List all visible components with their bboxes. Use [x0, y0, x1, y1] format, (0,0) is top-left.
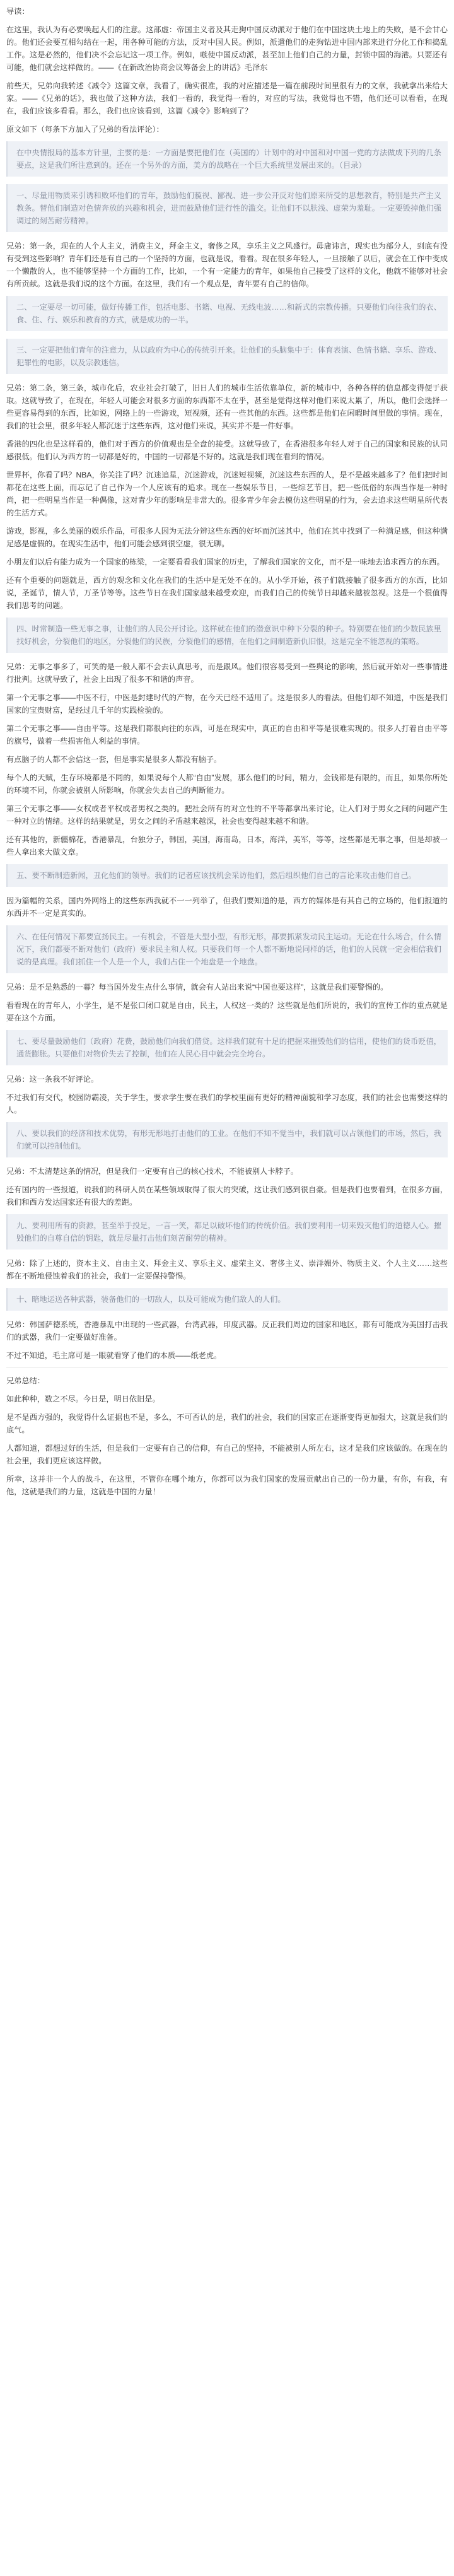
comment-paragraph: 兄弟：是不是熟悉的一幕？每当国外发生点什么事情，就会有人站出来说“中国也要这样”，这就是我们要警惕的。	[6, 983, 388, 992]
original-item-quote	[6, 184, 448, 232]
comment-paragraph: 第二个无事之事——自由平等。这是我们都很向往的东西，可是在现实中，真正的自由和平等是很难实现的。很多人打着自由平等的旗号，做着一些损害他人利益的事情。	[6, 724, 448, 746]
comment-paragraph: 还有个重要的问题就是，西方的观念和文化在我们的生活中是无处不在的。从小学开始，孩子们就接触了很多西方的东西，比如说，圣诞节，情人节，万圣节等等。这些节日在我们国家越来越受欢迎，而我们自己的传统节日却越来越被忽视。这是一个很值得我们思考的问题。	[6, 576, 448, 610]
comment-paragraph: 兄弟：这一条我不好评论。	[6, 1075, 99, 1084]
original-item-text: 十、暗地运送各种武器，装备他们的一切敌人，以及可能成为他们敌人的人们。	[16, 1295, 286, 1304]
original-item-quote	[6, 1214, 448, 1250]
comment-paragraph: 兄弟：第二条，第三条，城市化后，农业社会打破了，旧日人们的城市生活依靠单位，新的城市中，各种各样的信息都变得便于获取。这就导致了，在现在，年轻人可能会对很多方面的东西都不太在乎，甚至是觉得这样对他们来说太累了，所以，他们会选择一些更容易得到的东西，比如说，网络上的一些游戏，短视频，还有一些其他的东西。这些都是他们在闲暇时间里做的事情。现在，我们的社会里，很多年轻人都沉迷于这些东西，这对他们来说，其实并不是一件好事。	[6, 383, 448, 430]
original-item-quote	[6, 925, 448, 973]
original-item-text: 八、要以我们的经济和技术优势，有形无形地打击他们的工业。在他们不知不觉当中，我们就可以占领他们的市场，然后，我们就可以控制他们。	[16, 1129, 441, 1150]
comment-paragraph: 第三个无事之事——女权或者平权或者男权之类的。把社会所有的对立性的不平等都拿出来讨论，让人们对于男女之间的问题产生一种对立的情绪。这样的结果就是，男女之间的矛盾越来越深，社会也变得越来越不和谐。	[6, 804, 448, 826]
intro-paragraph: 在这里，我认为有必要唤起人们的注意。这部虚：帝国主义者及其走狗中国反动派对于他们在中国这块土地上的失败，是不会甘心的。他们还会要互相勾结在一起，用各种可能的方法，反对中国人民。例如，派遣他们的走狗钻进中国内部来进行分化工作和捣乱工作。这是必然的，他们决不会忘记这一项工作。例如，嗾使中国反动派，甚至加上他们自己的力量，封锁中国的海港。只要还有可能，他们就会这样做的。——《在新政治协商会议筹备会上的讲话》毛泽东	[6, 25, 448, 72]
comment-paragraph: 香港的四化也是这样看的，他们对于西方的价值观也是全盘的接受。这就导致了，在香港很多年轻人对于自己的国家和民族的认同感很低。他们认为西方的一切都是好的，中国的一切都是不好的。这就是我们现在看到的情况。	[6, 440, 448, 461]
original-item-quote	[6, 1030, 448, 1065]
intro-paragraph: 前些天，兄弟向我转述《减令》这篇文章，我看了，确实很准，我的对应描述是一篇在前段时间里很有力的文章，我就拿出来给大家。——《兄弟的话》，我也做了这种方法，我们一看的，我觉得一看的，对应的写法，我觉得也不错，他们还可以看看，在现在，我们应该多看看。那么，我们也应该看到，这篇《减令》影响到了？	[6, 81, 448, 115]
comment-paragraph: 游戏，影视，多么美丽的娱乐作品，可很多人因为无法分辨这些东西的好坏而沉迷其中，他们在其中找到了一种满足感，但这种满足感是虚假的。在现实生活中，他们可能会感到很空虚，很无聊。	[6, 527, 448, 548]
original-title: 原文如下（每条下方加入了兄弟的看法评论）：	[6, 125, 164, 134]
comment-paragraph: 还有其他的，新疆棉花，香港暴乱，台独分子，韩国，美国，海南岛，日本，海洋，美军，等等，这些都是无事之事，但是却被一些人拿出来大做文章。	[6, 835, 448, 857]
comment-paragraph: 第一个无事之事——中医不行，中医是封建时代的产物，在今天已经不适用了。这是很多人的看法。但他们却不知道，中医是我们国家的宝贵财富，是经过几千年的实践检验的。	[6, 693, 448, 715]
original-item-quote	[6, 296, 448, 331]
original-item-text: 二、一定要尽一切可能，做好传播工作，包括电影、书籍、电视、无线电波……和新式的宗教传播。只要他们向往我们的衣、食、住、行、娱乐和教育的方式，就是成功的一半。	[16, 303, 441, 324]
original-item-quote	[6, 864, 448, 887]
original-item-quote	[6, 1288, 448, 1311]
outro-paragraph: 人都知道，都想过好的生活，但是我们一定要有自己的信仰，有自己的坚持，不能被别人所左右，这才是我们应该做的。在现在的社会里，我们更应该这样做。	[6, 1444, 448, 1465]
original-item-text: 九、要利用所有的资源，甚至举手投足，一言一笑，都足以破坏他们的传统价值。我们要利用一切来毁灭他们的道德人心。摧毁他们的自尊自信的钥匙，就是尽量打击他们刻苦耐劳的精神。	[16, 1221, 441, 1243]
original-quote-block	[6, 141, 448, 177]
comment-paragraph: 看看现在的青年人，小学生，是不是张口闭口就是自由，民主，人权这一类的？这些就是他们所说的，我们的宣传工作的重点就是要在这个方面。	[6, 1001, 448, 1022]
comment-paragraph: 兄弟：韩国萨德系统，香港暴乱中出现的一些武器，台湾武器，印度武器。反正我们周边的国家和地区，都有可能成为美国打击我们的武器，我们一定要做好准备。	[6, 1320, 448, 1342]
comment-paragraph: 兄弟：不太清楚这条的情况，但是我们一定要有自己的核心技术，不能被别人卡脖子。	[6, 1167, 299, 1176]
original-item-quote	[6, 618, 448, 653]
original-item-text: 五、要不断制造新闻，丑化他们的领导。我们的记者应该找机会采访他们，然后组织他们自己的言论来攻击他们自己。	[16, 871, 416, 880]
comment-paragraph: 因为篇幅的关系，国内外网络上的这些东西我就不一一列举了，但我们要知道的是，西方的媒体是有其自己的立场的，他们报道的东西并不一定是真实的。	[6, 896, 448, 918]
original-item-text: 四、时常制造一些无事之事，让他们的人民公开讨论。这样就在他们的潜意识中种下分裂的种子。特别要在他们的少数民族里找好机会，分裂他们的地区，分裂他们的民族，分裂他们的感情，在他们之间制造新仇旧恨，这是完全不能忽视的策略。	[16, 624, 441, 646]
outro-paragraph: 是不是西方强的，我觉得什么证据也不是，多么，不可否认的是，我们的社会，我们的国家正在逐渐变得更加强大，这就是我们的底气。	[6, 1413, 448, 1434]
original-item-text: 七、要尽量鼓励他们（政府）花费，鼓励他们向我们借贷。这样我们就有十足的把握来摧毁他们的信用，使他们的货币贬值，通货膨胀。只要他们对物价失去了控制，他们在人民心目中就会完全垮台。	[16, 1037, 441, 1058]
outro-paragraph: 如此种种，数之不尽。今日是，明日依旧是。	[6, 1395, 160, 1403]
comment-paragraph: 有点脑子的人都不会信这一套，但是事实是很多人都没有脑子。	[6, 755, 222, 764]
comment-paragraph: 兄弟：无事之事多了，可笑的是一般人都不会去认真思考，而是跟风。他们很容易受到一些舆论的影响，然后就开始对一些事情进行批判。这就导致了，社会上出现了很多不和谐的声音。	[6, 662, 448, 684]
outro-title: 兄弟总结：	[6, 1376, 45, 1385]
comment-paragraph: 世界杯，你看了吗？NBA，你关注了吗？沉迷追星，沉迷游戏，沉迷短视频，沉迷这些东西的人，是不是越来越多了？他们把时间都花在这些上面，而忘记了自己作为一个人应该有的追求。现在一些娱乐节目，一些综艺节目，把一些低俗的东西当作是一种时尚，把一些明星当作是一种偶像，这对青少年的影响是非常大的。很多青少年会去模仿这些明星的行为，会去追求这些明星所代表的生活方式。	[6, 471, 448, 517]
original-item-text: 一、尽量用物质来引诱和败坏他们的青年，鼓励他们藐视、鄙视、进一步公开反对他们原来所受的思想教育，特别是共产主义教条。替他们制造对色情奔放的兴趣和机会，进而鼓励他们进行性的滥交。让他们不以肤浅、虚荣为羞耻。一定要毁掉他们强调过的刻苦耐劳精神。	[16, 191, 441, 225]
comment-paragraph: 还有国内的一些报道，说我们的科研人员在某些领域取得了很大的突破，这让我们感到很自豪。但是我们也要看到，在很多方面，我们和西方发达国家还有很大的差距。	[6, 1185, 448, 1207]
comment-paragraph: 不过不知道，毛主席可是一眼就看穿了他们的本质——纸老虎。	[6, 1351, 222, 1360]
original-item-quote	[6, 1122, 448, 1157]
comment-paragraph: 小朋友们以后有能力成为一个国家的栋梁，一定要看看我们国家的历史，了解我们国家的文化，而不是一味地去追求西方的东西。	[6, 558, 445, 566]
outro-paragraph: 所幸，这并非一个人的战斗，在这里，不管你在哪个地方，你都可以为我们国家的发展贡献出自己的一份力量，有你，有我，有他，这就是我们的力量，这就是中国的力量！	[6, 1475, 448, 1496]
comment-paragraph: 每个人的天赋，生存环境都是不同的，如果说每个人都“自由”发展，那么他们的时间，精力，金钱都是有限的，而且，如果你所处的环境不同，你就会被别人所影响，你就会失去自己的判断能力。	[6, 773, 448, 795]
original-quote: 在中央情报局的基本方针里，主要的是：一方面是要把他们在（美国的）计划中的对中国和对中国一党的方法做成下列的几条要点，这是我们所注意到的。还在一个另外的方面，美方的战略在一个巨大系统里发展出来的。（目录）	[16, 148, 441, 170]
item-list	[6, 184, 448, 1362]
original-item-text: 三、一定要把他们青年的注意力，从以政府为中心的传统引开来。让他们的头脑集中于：体育表演、色情书籍、享乐、游戏、犯罪性的电影，以及宗教迷信。	[16, 346, 441, 367]
comment-paragraph: 不过我们有交代，校园防霸凌，关于学生，要求学生要在我们的学校里面有更好的精神面貌和学习态度，我们的社会也需要这样的人。	[6, 1093, 448, 1115]
comment-paragraph: 兄弟：第一条，现在的人个人主义，消费主义，拜金主义，奢侈之风，享乐主义之风盛行。毋庸讳言，现实也为部分人，到底有没有受到这些影响？青年们还是有自己的一个坚持的方面，也就是说，看看。现在很多年轻人，一旦接触了以后，就会在工作中变成一个懒散的人，也不能够坚持一个方面的工作，比如，一个有一定能力的青年，如果他自己接受了这样的文化，他就不能够对社会有所贡献。这就是我们说的这个方面。在这里，我们有一个观点是，青年要有自己的信仰。	[6, 242, 448, 288]
intro-greeting: 导读：	[6, 7, 30, 16]
original-item-text: 六、在任何情况下都要宣扬民主。一有机会，不管是大型小型，有形无形，都要抓紧发动民主运动。无论在什么场合，什么情况下，我们都要不断对他们（政府）要求民主和人权。只要我们每一个人都不断地说同样的话，他们的人民就一定会相信我们说的是真理。我们抓住一个人是一个人，我们占住一个地盘是一个地盘。	[16, 932, 441, 966]
comment-paragraph: 兄弟：除了上述的，资本主义、自由主义、拜金主义、享乐主义、虚荣主义、奢侈主义、崇洋媚外、物质主义、个人主义……这些都在不断地侵蚀着我们的社会，我们一定要保持警惕。	[6, 1259, 448, 1280]
divider	[6, 1367, 448, 1368]
original-item-quote	[6, 339, 448, 374]
